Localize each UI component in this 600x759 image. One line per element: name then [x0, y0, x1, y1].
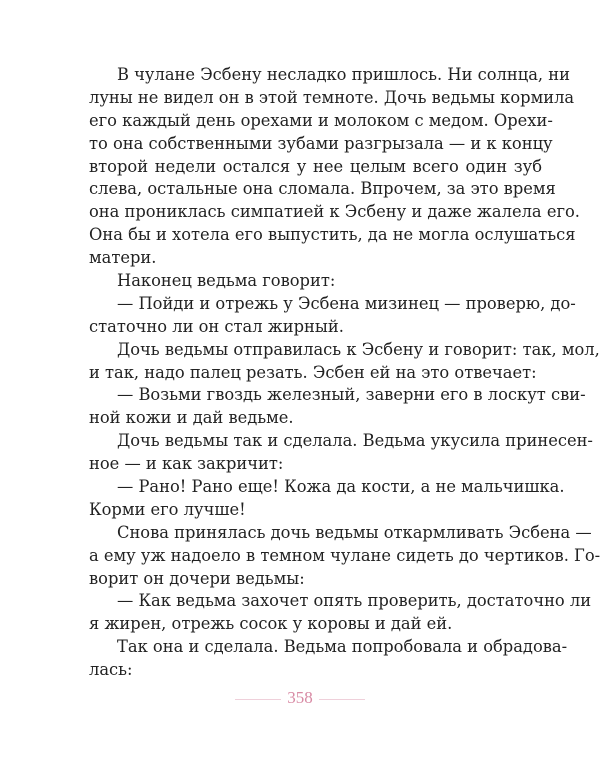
- text-line: ной кожи и дай ведьме.: [89, 408, 294, 428]
- text-line: второй недели остался у нее целым всего один зуб: [89, 156, 542, 176]
- right-ornament: [319, 699, 365, 700]
- text-line: Дочь ведьмы так и сделала. Ведьма укусила принесен-: [117, 431, 593, 451]
- text-line: Дочь ведьмы отправилась к Эсбену и говорит: так, мол,: [117, 339, 600, 359]
- text-line: — Как ведьма захочет опять проверить, достаточно ли: [117, 591, 592, 611]
- text-line: Наконец ведьма говорит:: [117, 271, 336, 291]
- text-line: слева, остальные она сломала. Впрочем, за это время: [89, 179, 556, 199]
- text-line: В чулане Эсбену несладко пришлось. Ни солнца, ни: [117, 65, 570, 84]
- text-line: ворит он дочери ведьмы:: [89, 568, 305, 588]
- text-line: и так, надо палец резать. Эсбен ей на это отвечает:: [89, 362, 537, 382]
- text-line: его каждый день орехами и молоком с медом. Орехи-: [89, 110, 553, 130]
- page-number: 358: [287, 688, 313, 707]
- text-line: то она собственными зубами разгрызала — и к концу: [89, 133, 553, 153]
- page-number-footer: [0, 688, 600, 708]
- text-line: — Рано! Рано еще! Кожа да кости, а не мальчишка.: [117, 477, 565, 497]
- text-line: Она бы и хотела его выпустить, да не могла ослушаться: [89, 225, 576, 245]
- text-line: лась:: [89, 660, 133, 680]
- left-ornament: [235, 699, 281, 700]
- text-line: а ему уж надоело в темном чулане сидеть до чертиков. Го-: [89, 545, 600, 565]
- text-line: луны не видел он в этой темноте. Дочь ведьмы кормила: [89, 87, 575, 107]
- text-line: Корми его лучше!: [89, 499, 246, 519]
- text-line: я жирен, отрежь сосок у коровы и дай ей.: [89, 614, 453, 634]
- text-line: — Пойди и отрежь у Эсбена мизинец — проверю, до-: [117, 293, 576, 313]
- text-line: — Возьми гвоздь железный, заверни его в лоскут сви-: [117, 385, 586, 405]
- text-line: Так она и сделала. Ведьма попробовала и обрадова-: [117, 637, 568, 657]
- text-line: матери.: [89, 248, 157, 268]
- text-line: статочно ли он стал жирный.: [89, 316, 344, 336]
- text-line: ное — и как закричит:: [89, 454, 284, 474]
- text-line: Снова принялась дочь ведьмы откармливать Эсбена —: [117, 522, 592, 542]
- page-body-text: [89, 64, 600, 682]
- text-line: она прониклась симпатией к Эсбену и даже жалела его.: [89, 202, 580, 222]
